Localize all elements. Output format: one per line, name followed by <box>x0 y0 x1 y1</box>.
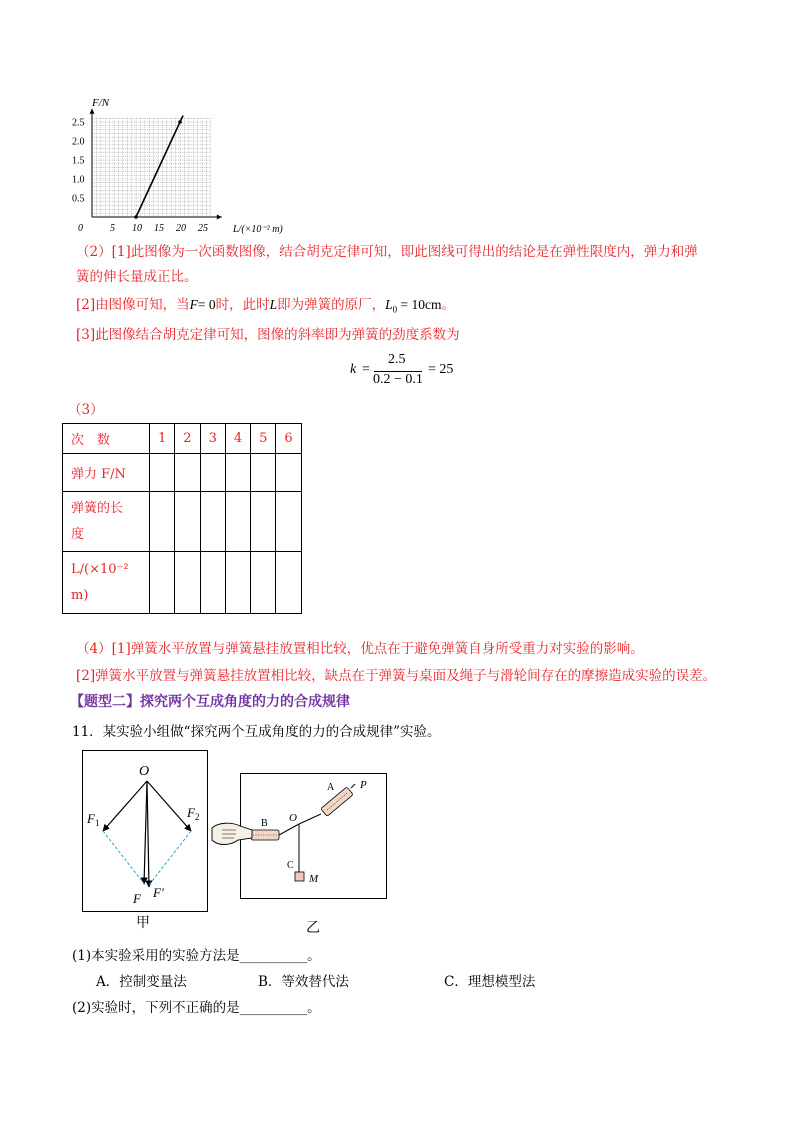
graph-grid <box>90 109 222 220</box>
answer-2-1-cont: 簧的伸长量成正比。 <box>76 269 198 285</box>
question-stem: 11．某实验小组做“探究两个互成角度的力的合成规律”实验。 <box>72 724 441 740</box>
x-tick-label: 5 <box>110 223 115 234</box>
x-axis-arrow <box>217 215 222 220</box>
y-tick-label: 0.5 <box>72 193 85 205</box>
f-label: F <box>133 891 141 906</box>
table-cell: 次 数 <box>63 424 150 454</box>
f-prime-label: F′ <box>153 885 164 900</box>
label-b: B <box>261 818 268 829</box>
label-a: A <box>327 782 335 793</box>
table-cell: 2 <box>175 424 200 454</box>
spring-scale-b <box>251 830 279 840</box>
answer-2-2: [2]由图像可知，当F= 0时，此时L即为弹簧的原厂，$L_0 = 10cm$。 <box>76 297 456 315</box>
x-tick-label: 15 <box>154 223 164 234</box>
record-table <box>62 423 302 614</box>
force-diagram <box>83 751 207 911</box>
f1-label: $F_1$ <box>87 811 100 828</box>
y-tick-label: 2.0 <box>72 136 85 148</box>
table-cell: 弹力 F/N <box>63 454 150 492</box>
f-arrow <box>144 781 147 884</box>
spring-scale-a <box>321 787 353 817</box>
answer-4-2: [2]弹簧水平放置与弹簧悬挂放置相比较，缺点在于弹簧与桌面及绳子与滑轮间存在的摩擦造成实验的误差。 <box>76 668 717 684</box>
table-row <box>63 492 302 552</box>
label-p: P <box>360 779 367 791</box>
table-cell: 5 <box>251 424 276 454</box>
apparatus-diagram <box>241 774 386 898</box>
question-1: (1)本实验采用的实验方法是__________。 <box>72 948 321 964</box>
x-tick-label: 20 <box>176 223 186 234</box>
label-o: O <box>289 812 297 824</box>
option-b: B．等效替代法 <box>258 974 349 990</box>
f-prime-arrow <box>147 781 149 887</box>
figure-yi-caption: 乙 <box>306 920 320 936</box>
x-tick-label: 25 <box>198 223 208 234</box>
data-point <box>134 215 138 219</box>
figure-jia <box>82 750 208 912</box>
table-cell: 4 <box>225 424 250 454</box>
table-row <box>63 424 302 454</box>
f1-arrow <box>103 781 147 831</box>
answer-4-1: （4）[1]弹簧水平放置与弹簧悬挂放置相比较，优点在于避免弹簧自身所受重力对实验的影响。 <box>76 641 644 657</box>
section-title: 【题型二】探究两个互成角度的力的合成规律 <box>70 694 350 710</box>
point-o-label: O <box>139 764 150 779</box>
y-tick-label: 1.0 <box>72 174 85 186</box>
table-row <box>63 552 302 614</box>
option-a: A．控制变量法 <box>96 974 187 990</box>
table-cell: 弹簧的长 度 <box>63 492 150 552</box>
parallelogram-dash-1 <box>103 831 145 885</box>
question-2: (2)实验时，下列不正确的是__________。 <box>72 1000 321 1016</box>
weight-m <box>295 872 304 881</box>
f-l-graph <box>70 92 300 240</box>
y-tick-label: 1.5 <box>72 155 85 167</box>
option-c: C．理想模型法 <box>444 974 536 990</box>
data-point <box>178 120 182 124</box>
label-m: M <box>309 873 319 885</box>
y-axis-arrow <box>90 109 95 114</box>
answer-2-3: [3]此图像结合胡克定律可知，图像的斜率即为弹簧的劲度系数为 <box>76 327 460 343</box>
table-row <box>63 454 302 492</box>
x-axis-label: L/(×10⁻² m) <box>233 224 283 235</box>
table-cell: L/(×10⁻² m) <box>63 552 150 614</box>
answer-2-1: （2）[1]此图像为一次函数图像，结合胡克定律可知，即此图线可得出的结论是在弹性限度内，弹力和弹 <box>76 244 698 260</box>
f2-arrow <box>147 781 191 831</box>
y-axis-label: F/N <box>92 97 110 109</box>
figure-jia-caption: 甲 <box>136 915 150 931</box>
label-c: C <box>287 860 294 871</box>
y-tick-label: 2.5 <box>72 117 85 129</box>
x-tick-label: 10 <box>132 223 142 234</box>
x-tick-label: 0 <box>78 223 83 234</box>
parallelogram-dash-2 <box>149 831 191 885</box>
hand-icon <box>208 820 254 850</box>
string-ob <box>279 824 299 835</box>
table-cell: 1 <box>150 424 175 454</box>
string-oa <box>299 814 321 824</box>
answer-3-label: （3） <box>68 402 104 418</box>
figure-yi <box>240 773 387 899</box>
f2-label: $F_2$ <box>187 805 200 822</box>
table-cell: 3 <box>200 424 225 454</box>
table-cell: 6 <box>276 424 301 454</box>
